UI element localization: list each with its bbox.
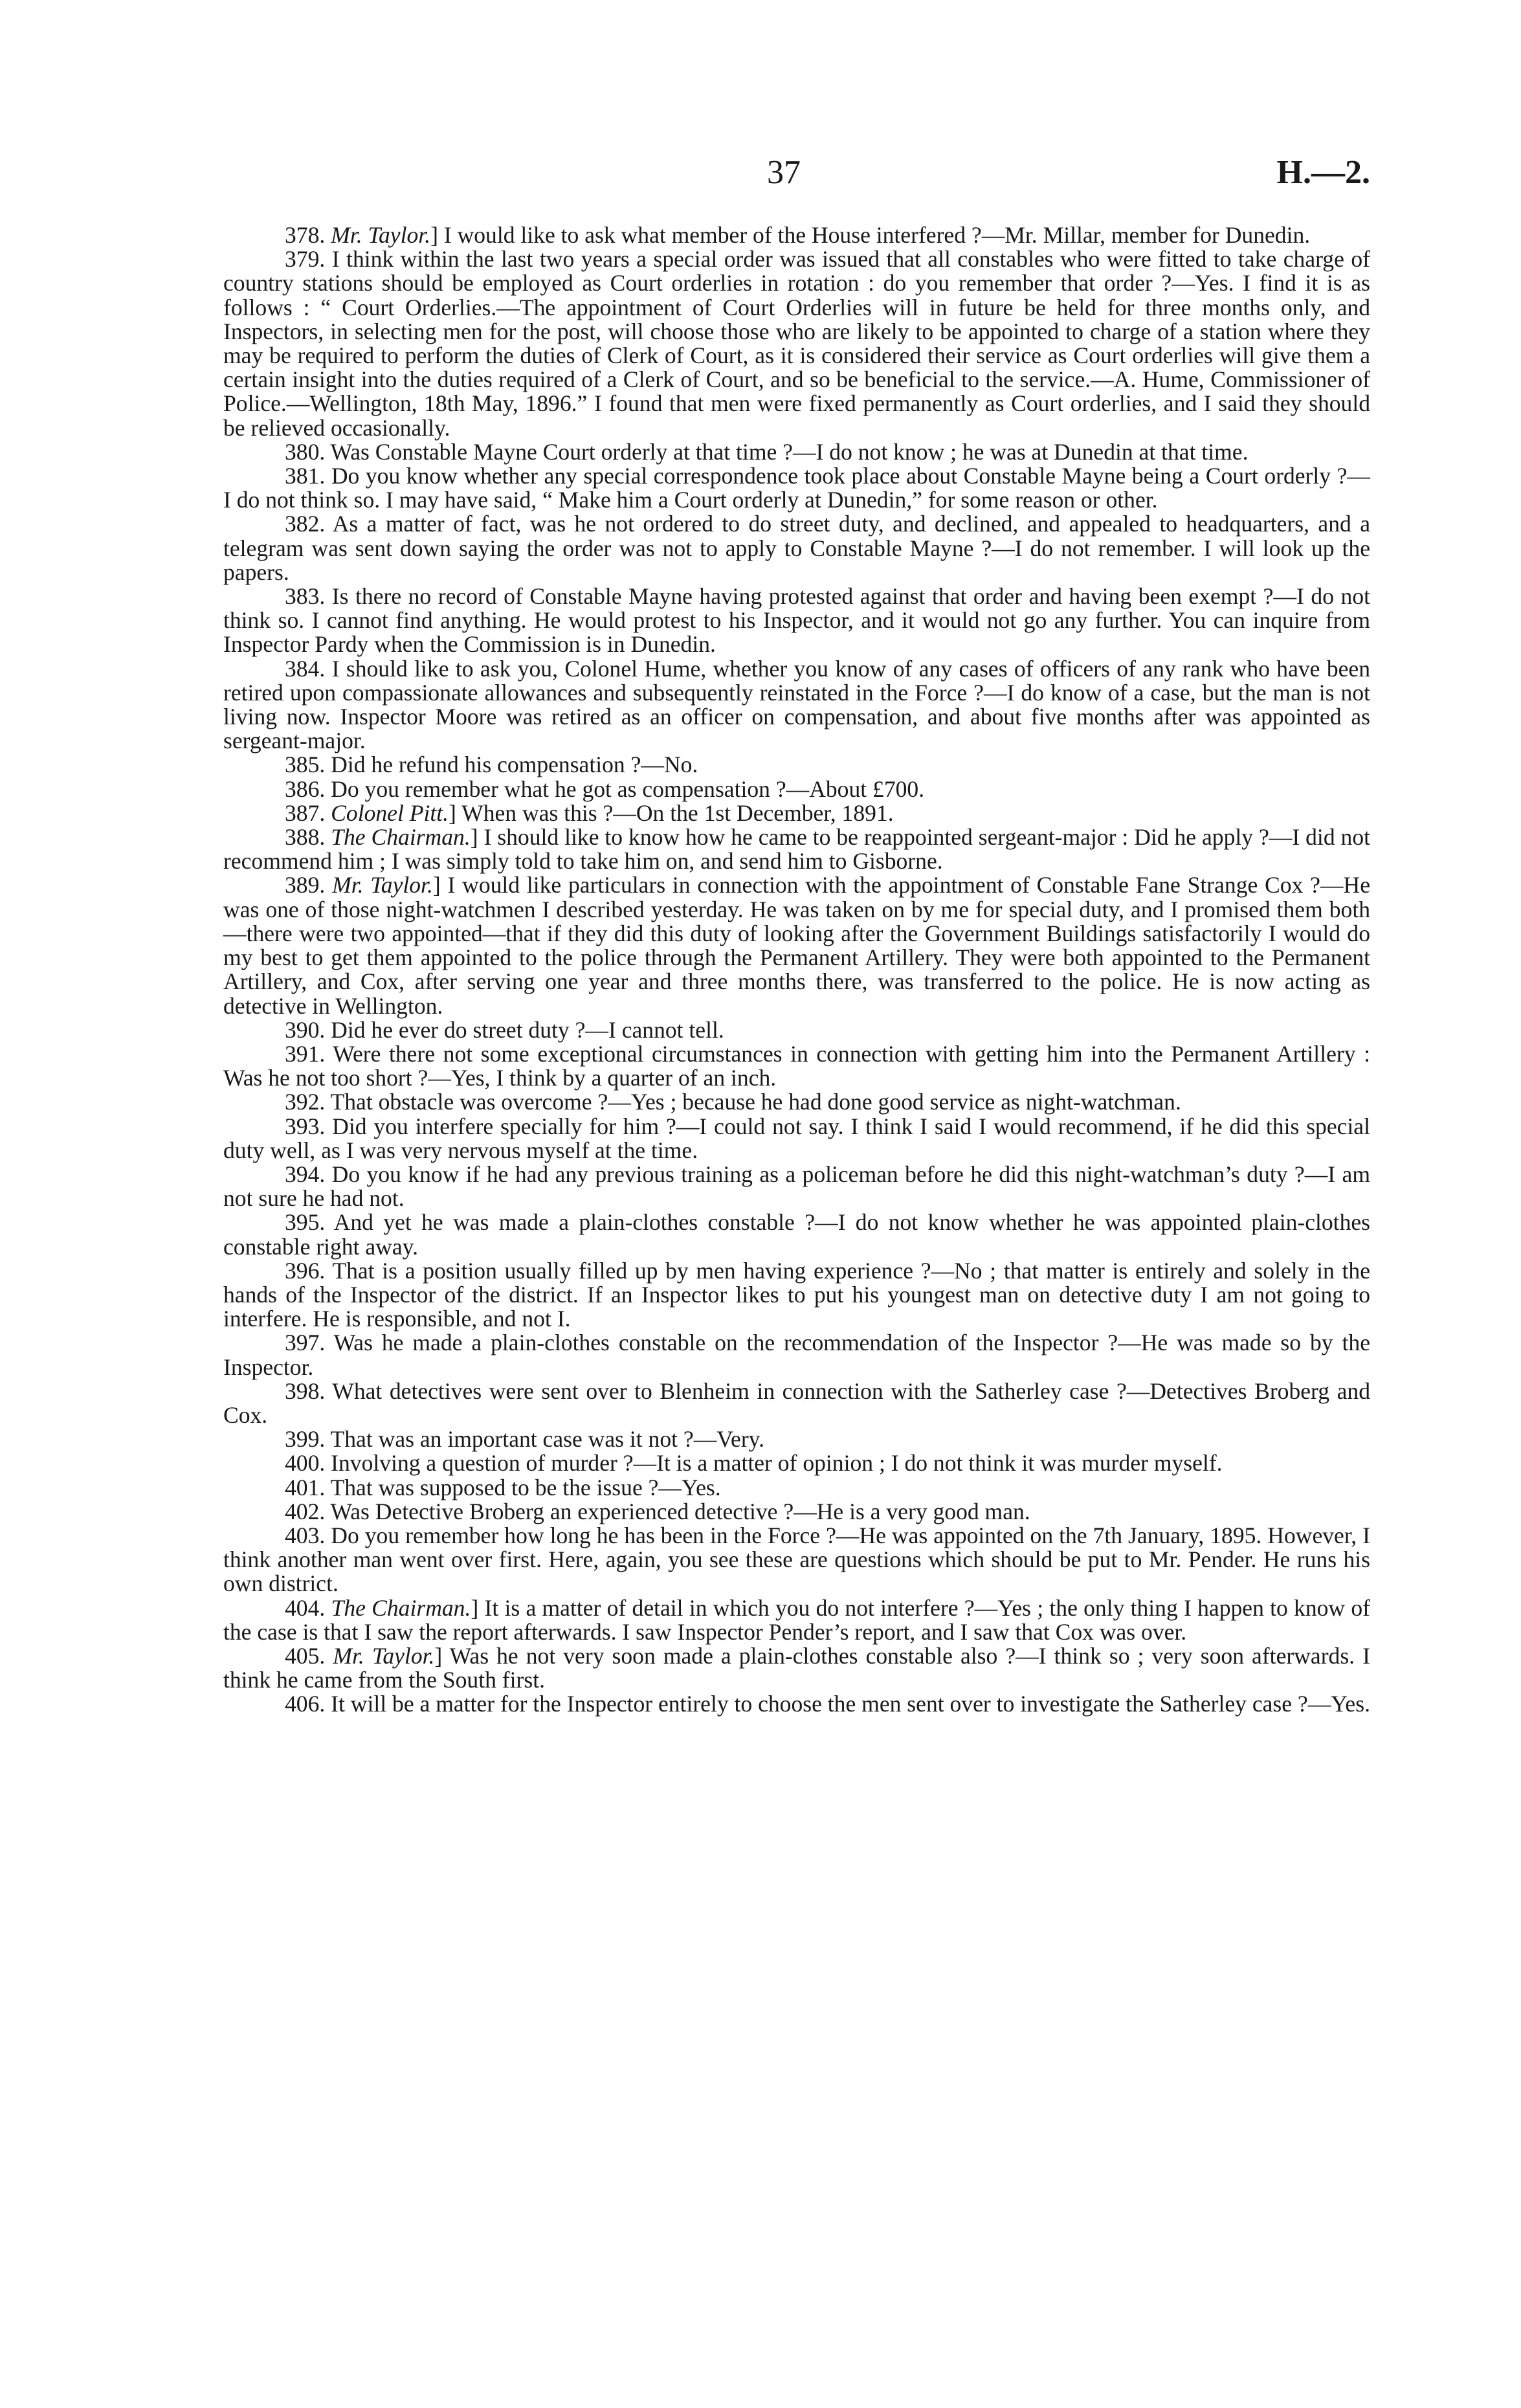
question-paragraph-396	[223, 1259, 1370, 1332]
question-number: 394 .	[285, 1161, 332, 1187]
question-paragraph-400	[223, 1451, 1370, 1475]
question-paragraph-389	[223, 873, 1370, 1018]
question-paragraph-399	[223, 1427, 1370, 1451]
question-paragraph-395	[223, 1210, 1370, 1258]
question-number: 389 .	[285, 872, 332, 898]
question-number: 396 .	[285, 1258, 332, 1284]
question-number: 403 .	[285, 1522, 331, 1548]
question-number: 380 .	[285, 439, 331, 465]
question-number: 382 .	[285, 511, 333, 537]
question-text: Were there not some exceptional circumstances in connection with getting him into the Permanent Artillery : Was he not too short ?—Yes, I think by a quarter of an inch.	[223, 1040, 1370, 1091]
question-text: What detectives were sent over to Blenheim in connection with the Satherley case ?—Detectives Broberg and Cox.	[223, 1377, 1371, 1428]
question-paragraph-393	[223, 1115, 1370, 1163]
question-number: 390 .	[285, 1017, 331, 1043]
question-number: 402 .	[285, 1499, 331, 1524]
question-paragraph-387	[223, 801, 1370, 825]
question-paragraph-390	[223, 1018, 1370, 1042]
question-number: 398 .	[285, 1378, 332, 1404]
question-text: Do you remember how long he has been in the Force ?—He was appointed on the 7th January, 1895. However, I think another man went over first. Here, again, you see these are questions which should be put to Mr. Pender. He runs his own district.	[223, 1522, 1370, 1597]
question-paragraph-391	[223, 1042, 1370, 1090]
question-number: 385 .	[285, 752, 331, 777]
question-paragraph-401	[223, 1476, 1370, 1500]
question-paragraph-397	[223, 1331, 1370, 1379]
question-number: 392 .	[285, 1089, 331, 1115]
question-paragraph-380	[223, 440, 1370, 464]
question-paragraph-388	[223, 825, 1370, 873]
question-text: That was supposed to be the issue ?—Yes.	[330, 1474, 721, 1500]
question-text: Did he ever do street duty ?—I cannot tell.	[331, 1016, 724, 1043]
question-number: 383 .	[285, 583, 332, 609]
question-paragraph-398	[223, 1379, 1370, 1427]
question-paragraph-381	[223, 464, 1370, 512]
question-number: 395 .	[285, 1209, 334, 1235]
speaker-name: Mr. Taylor. ]	[332, 872, 447, 898]
question-number: 397 .	[285, 1330, 334, 1355]
question-text: Did he refund his compensation ?—No.	[331, 752, 698, 778]
question-paragraph-394	[223, 1163, 1370, 1210]
question-text: Was Constable Mayne Court orderly at that time ?—I do not know ; he was at Dunedin at that time.	[330, 438, 1249, 465]
speaker-name: The Chairman. ]	[331, 824, 483, 850]
question-text: As a matter of fact, was he not ordered to do street duty, and declined, and appealed to headquarters, and a telegram was sent down saying the order was not to apply to Constable Mayne ?—I do not remember. I will look up the papers.	[223, 511, 1370, 585]
question-text: I think within the last two years a special order was issued that all constables who were fitted to take charge of country stations should be employed as Court orderlies in rotation : do you remember that order ?—Yes. I find it is as follows : “ Court Orderlies.—The appointment of Court Orderlies will in future be held for three months only, and Inspectors, in selecting men for the post, will choose those who are likely to be appointed to charge of a station where they may be required to perform the duties of Clerk of Court, as it is considered their service as Court orderlies will give them a certain insight into the duties required of a Clerk of Court, and so be beneficial to the service.—A. Hume, Commissioner of Police.—Wellington, 18th May, 1896.” I found that men were fixed permanently as Court orderlies, and I said they should be relieved occasionally.	[223, 246, 1370, 441]
question-text: Do you remember what he got as compensation ?—About £700.	[331, 775, 925, 802]
document-reference: H.—2.	[1276, 154, 1370, 191]
question-paragraph-402	[223, 1500, 1370, 1524]
question-number: 384 .	[285, 656, 332, 682]
speaker-name: Mr. Taylor. ]	[331, 222, 444, 248]
speaker-name: Colonel Pitt. ]	[331, 800, 461, 826]
question-number: 400 .	[285, 1450, 331, 1476]
page-number: 37	[767, 154, 801, 191]
question-number: 391 .	[285, 1041, 333, 1067]
question-text: Is there no record of Constable Mayne having protested against that order and having been exempt ?—I do not think so. I cannot find anything. He would protest to his Inspector, and it would not go any further. You can inquire from Inspector Pardy when the Commission is in Dunedin.	[223, 583, 1370, 658]
question-number: 381 .	[285, 463, 331, 489]
question-number: 401 .	[285, 1475, 331, 1500]
question-text: That is a position usually filled up by men having experience ?—No ; that matter is entirely and solely in the hands of the Inspector of the district. If an Inspector likes to put his youngest man on detective duty I am not going to interfere. He is responsible, and not I.	[223, 1257, 1370, 1332]
question-text: When was this ?—On the 1st December, 1891.	[461, 799, 894, 826]
question-text: I should like to ask you, Colonel Hume, whether you know of any cases of officers of any rank who have been retired upon compassionate allowances and subsequently reinstated in the Force ?—I do know of a case, but the man is not living now. Inspector Moore was retired as an officer on compensation, and about five months after was appointed as sergeant-major.	[223, 655, 1370, 754]
question-number: 393 .	[285, 1113, 332, 1139]
question-paragraph-382	[223, 512, 1370, 585]
question-text: That obstacle was overcome ?—Yes ; because he had done good service as night-watchman.	[330, 1089, 1181, 1115]
question-text: Involving a question of murder ?—It is a matter of opinion ; I do not think it was murder myself.	[331, 1450, 1223, 1477]
question-text: That was an important case was it not ?—Very.	[330, 1426, 765, 1453]
question-paragraph-404	[223, 1596, 1370, 1644]
question-paragraph-405	[223, 1644, 1370, 1692]
question-paragraph-392	[223, 1090, 1370, 1114]
question-paragraph-379	[223, 247, 1370, 440]
question-paragraph-386	[223, 777, 1370, 801]
question-text: Was Detective Broberg an experienced detective ?—He is a very good man.	[330, 1498, 1030, 1524]
question-number: 399 .	[285, 1426, 331, 1452]
question-number: 405 .	[285, 1643, 333, 1669]
testimony-body	[223, 223, 1370, 1717]
speaker-name: Mr. Taylor. ]	[333, 1643, 449, 1669]
speaker-name: The Chairman. ]	[331, 1595, 485, 1621]
question-text: Did you interfere specially for him ?—I could not say. I think I said I would recommend, if he did this special duty well, as I was very nervous myself at the time.	[223, 1113, 1370, 1163]
question-text: I would like particulars in connection with the appointment of Constable Fane Strange Cox ?—He was one of those night-watchmen I described yesterday. He was taken on by me for special duty, and I promised them both—there were two appointed—that if they did this duty of looking after the Government Buildings satisfactorily I would do my best to get them appointed to the police through the Permanent Artillery. They were both appointed to the Permanent Artillery, and Cox, after serving one year and three months there, was transferred to the police. He is now acting as detective in Wellington.	[223, 872, 1370, 1019]
question-text: And yet he was made a plain-clothes constable ?—I do not know whether he was appointed plain-clothes constable right away.	[223, 1209, 1370, 1260]
question-text: Do you know if he had any previous training as a policeman before he did this night-watchman’s duty ?—I am not sure he had not.	[223, 1161, 1370, 1212]
question-text: I would like to ask what member of the House interfered ?—Mr. Millar, member for Dunedin.	[443, 222, 1311, 248]
question-number: 404 .	[285, 1595, 331, 1621]
question-number: 379 .	[285, 246, 332, 272]
question-paragraph-403	[223, 1524, 1370, 1596]
question-text: I should like to know how he came to be reappointed sergeant-major : Did he apply ?—I did not recommend him ; I was simply told to take him on, and send him to Gisborne.	[223, 824, 1371, 875]
question-number: 387 .	[285, 800, 331, 826]
question-number: 378 .	[285, 222, 331, 248]
question-text: It is a matter of detail in which you do not interfere ?—Yes ; the only thing I happen to know of the case is that I saw the report afterwards. I saw Inspector Pender’s report, and I saw that Cox was over.	[223, 1594, 1371, 1645]
question-text: Was he not very soon made a plain-clothes constable also ?—I think so ; very soon afterwards. I think he came from the South first.	[223, 1642, 1370, 1693]
question-paragraph-385	[223, 753, 1370, 777]
question-paragraph-406	[223, 1692, 1370, 1716]
question-number: 406 .	[285, 1691, 331, 1717]
question-paragraph-384	[223, 657, 1370, 753]
question-number: 388 .	[285, 824, 331, 850]
question-text: Was he made a plain-clothes constable on the recommendation of the Inspector ?—He was made so by the Inspector.	[223, 1330, 1370, 1380]
question-paragraph-383	[223, 585, 1370, 657]
page-header	[223, 150, 1370, 202]
question-number: 386 .	[285, 776, 331, 802]
question-text: Do you know whether any special correspondence took place about Constable Mayne being a Court orderly ?—I do not think so. I may have said, “ Make him a Court orderly at Dunedin,” for some reason or other.	[223, 463, 1370, 513]
question-paragraph-378	[223, 223, 1370, 247]
question-text: It will be a matter for the Inspector entirely to choose the men sent over to investigate the Satherley case ?—Yes.	[331, 1691, 1370, 1717]
